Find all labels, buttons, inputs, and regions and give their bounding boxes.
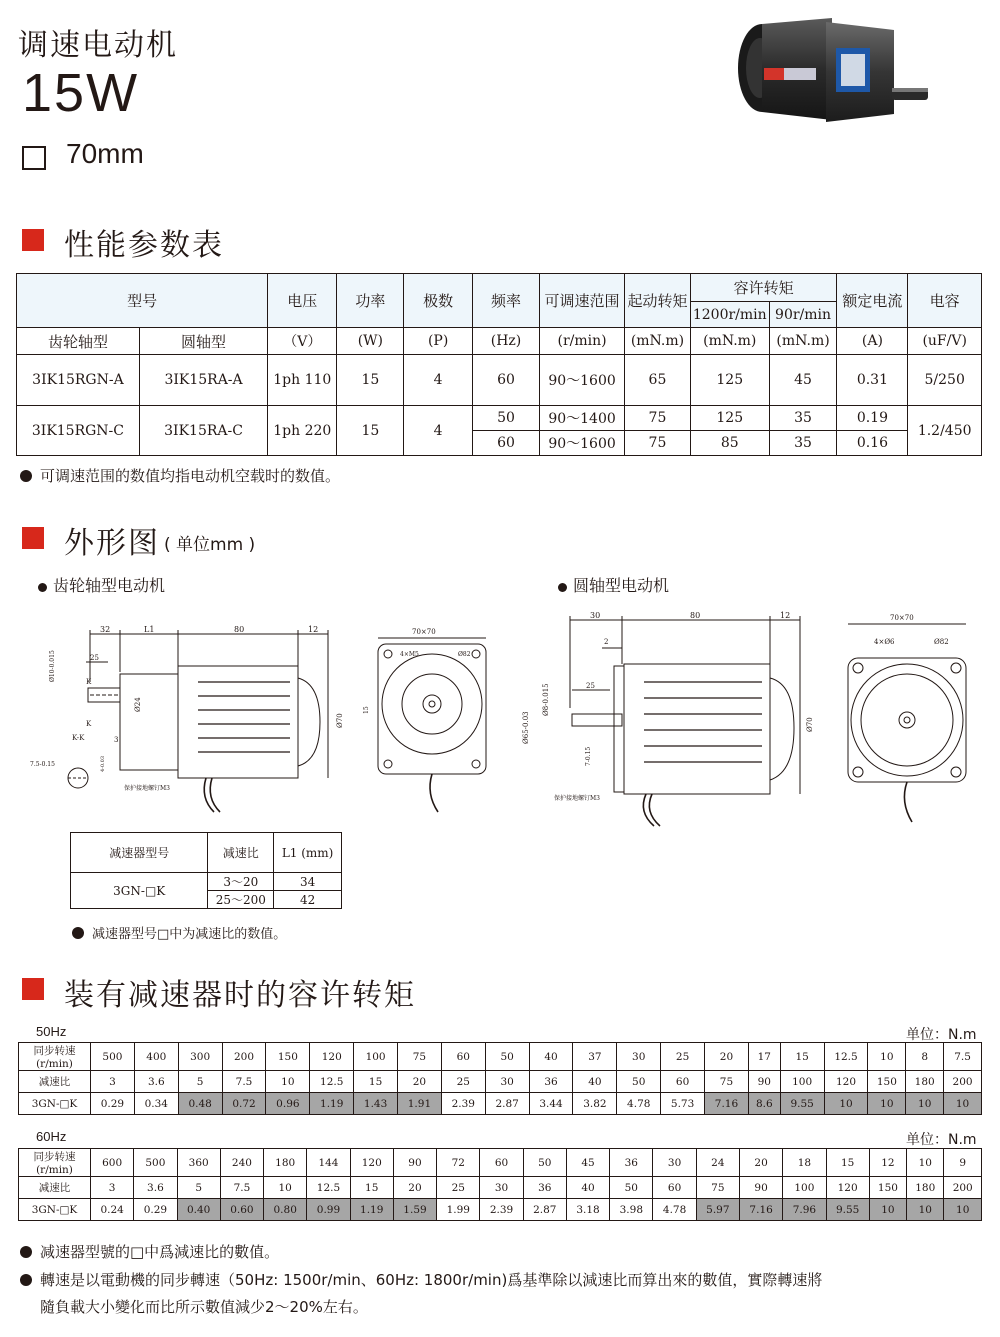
cell: 200	[944, 1071, 982, 1093]
section-marker	[22, 527, 44, 549]
cell: 35	[769, 431, 837, 456]
cell: 180	[907, 1177, 944, 1199]
unit-cell: （V）	[268, 328, 337, 355]
cell: 1ph 220	[268, 406, 337, 456]
header-l1: L1 (mm)	[274, 833, 342, 873]
row-label: 减速比	[19, 1177, 91, 1199]
cell: 200	[222, 1043, 266, 1071]
cell: 300	[178, 1043, 222, 1071]
cell: 7.96	[783, 1199, 826, 1221]
dim-phi70: Ø70	[336, 713, 344, 728]
header-start-torque: 起动转矩	[625, 274, 691, 328]
dim-25: 25	[90, 654, 99, 662]
cell: 10	[907, 1199, 944, 1221]
cell: 40	[566, 1177, 609, 1199]
cell: 0.96	[266, 1093, 310, 1115]
cell: 10	[906, 1093, 944, 1115]
freq-label-50hz: 50Hz	[36, 1024, 67, 1039]
cell: 0.24	[91, 1199, 134, 1221]
header-power: 功率	[337, 274, 404, 328]
cell: 150	[868, 1071, 906, 1093]
cell: 10	[907, 1149, 944, 1177]
freq-label-60hz: 60Hz	[36, 1129, 67, 1144]
dim-phi70: Ø70	[806, 717, 814, 732]
gear-drawing-label-text: 齿轮轴型电动机	[53, 576, 166, 595]
cell: 75	[398, 1043, 442, 1071]
cell: 3IK15RGN-A	[17, 355, 140, 406]
dim-12: 12	[780, 611, 791, 620]
cell: 0.60	[220, 1199, 263, 1221]
dim-phi10: Ø10-0.015	[49, 650, 56, 682]
cell: 0.19	[837, 406, 908, 431]
cell: 1.59	[393, 1199, 436, 1221]
unit-cell: (uF/V)	[908, 328, 982, 355]
cell: 15	[826, 1149, 869, 1177]
cell: 90～1400	[540, 406, 625, 431]
mount-holes-label: 4×Ø6	[874, 638, 895, 646]
unit-label-50hz: 单位：N.m	[906, 1027, 977, 1043]
cell: 0.29	[91, 1093, 135, 1115]
dim-7-5: 7.5-0.15	[30, 761, 55, 768]
dim-3: 3	[114, 736, 119, 744]
section-title-torque: 装有减速器时的容许转矩	[64, 978, 416, 1013]
perf-note-text: 可调速范围的数值均指电动机空载时的数值。	[40, 467, 341, 485]
header-90rpm: 90r/min	[769, 302, 837, 328]
frame-size: 70mm	[66, 138, 144, 169]
bullet-icon	[38, 583, 47, 592]
header-gear-type: 齿轮轴型	[17, 328, 140, 355]
cell: 600	[91, 1149, 134, 1177]
bullet-icon	[20, 1274, 32, 1286]
cell: 60	[653, 1177, 696, 1199]
table-row-speed	[19, 1149, 982, 1177]
dim-12: 12	[308, 625, 319, 634]
cell: 90～1600	[540, 431, 625, 456]
dim-25: 25	[586, 682, 595, 690]
dim-30: 30	[590, 611, 601, 620]
cell: 2.87	[485, 1093, 529, 1115]
cell: 360	[177, 1149, 220, 1177]
cell: 0.72	[222, 1093, 266, 1115]
cell: 10	[869, 1199, 906, 1221]
cell: 30	[480, 1177, 523, 1199]
cell: 180	[264, 1149, 307, 1177]
table-row-torque	[19, 1093, 982, 1115]
dim-phi8: Ø8-0.015	[542, 683, 550, 716]
cell: 15	[350, 1177, 393, 1199]
cell: 0.99	[307, 1199, 350, 1221]
cell: 50	[523, 1149, 566, 1177]
footer-note-2-text: 轉速是以電動機的同步轉速（50Hz: 1500r/min、60Hz: 1800r/min)爲基準除以減速比而算出來的數值，實際轉速將	[40, 1271, 823, 1289]
perf-note	[20, 465, 340, 486]
performance-table	[16, 273, 982, 456]
cell: 34	[274, 873, 342, 891]
header-voltage: 电压	[268, 274, 337, 328]
cell: 3IK15RGN-C	[17, 406, 140, 456]
square-frame-icon	[22, 146, 46, 170]
unit-cell: (Hz)	[472, 328, 539, 355]
cell: 75	[696, 1177, 739, 1199]
footer-note-1	[20, 1241, 279, 1262]
torque-table-50hz	[18, 1042, 982, 1115]
cell: 85	[690, 431, 769, 456]
ground-screw-note: 保护接地螺钉M3	[554, 795, 600, 802]
cell: 7.5	[220, 1177, 263, 1199]
header-current: 额定电流	[837, 274, 908, 328]
dim-32: 32	[100, 625, 111, 634]
cell: 5/250	[908, 355, 982, 406]
unit-cell: (r/min)	[540, 328, 625, 355]
power-rating: 15W	[22, 63, 140, 123]
cell: 3.6	[134, 1177, 177, 1199]
cell: 3IK15RA-C	[139, 406, 267, 456]
cell: 5	[177, 1177, 220, 1199]
cell: 120	[310, 1043, 354, 1071]
cell: 50	[617, 1071, 661, 1093]
cell: 25	[441, 1071, 485, 1093]
round-drawing-label-text: 圆轴型电动机	[573, 576, 670, 595]
cell: 15	[337, 406, 404, 456]
bullet-icon	[72, 927, 84, 939]
cell: 3.98	[610, 1199, 653, 1221]
bullet-icon	[20, 470, 32, 482]
cell: 1.19	[310, 1093, 354, 1115]
cell: 9	[944, 1149, 982, 1177]
cell: 36	[529, 1071, 573, 1093]
cell: 1.91	[398, 1093, 442, 1115]
cell: 37	[573, 1043, 617, 1071]
cell: 20	[739, 1149, 782, 1177]
cell: 180	[906, 1071, 944, 1093]
cell: 1.19	[350, 1199, 393, 1221]
unit-cell: (A)	[837, 328, 908, 355]
k-label-top: K	[86, 678, 92, 686]
header-allowable-torque: 容许转矩	[690, 274, 837, 302]
cell: 200	[944, 1177, 982, 1199]
cell: 100	[783, 1177, 826, 1199]
cell: 12.5	[310, 1071, 354, 1093]
table-row-ratio	[19, 1177, 982, 1199]
cell: 7.5	[944, 1043, 982, 1071]
cell: 42	[274, 891, 342, 909]
torque-table-60hz	[18, 1148, 982, 1221]
header-model: 型号	[17, 274, 268, 328]
cell: 15	[337, 355, 404, 406]
k-label-bottom: K	[86, 720, 92, 728]
cell: 3	[91, 1177, 134, 1199]
dim-phi24: Ø24	[134, 697, 142, 712]
cell: 10	[944, 1093, 982, 1115]
cell: 2.87	[523, 1199, 566, 1221]
cell: 17	[748, 1043, 780, 1071]
cell: 90	[748, 1071, 780, 1093]
cell: 90	[739, 1177, 782, 1199]
cell: 0.34	[134, 1093, 178, 1115]
section-title-outline: 外形图	[64, 526, 160, 561]
cell: 2.39	[441, 1093, 485, 1115]
cell: 60	[661, 1071, 705, 1093]
cell: 20	[393, 1177, 436, 1199]
bullet-icon	[20, 1246, 32, 1258]
section-marker	[22, 229, 44, 251]
footer-note-3: 隨負載大小變化而比所示數值減少2～20%左右。	[40, 1298, 368, 1316]
cell: 50	[485, 1043, 529, 1071]
reducer-note-text: 减速器型号□中为减速比的数值。	[92, 927, 287, 942]
cell: 7.16	[705, 1093, 749, 1115]
cell: 5.73	[661, 1093, 705, 1115]
cell: 40	[573, 1071, 617, 1093]
cell: 8	[906, 1043, 944, 1071]
header-poles: 极数	[404, 274, 473, 328]
cell: 120	[826, 1177, 869, 1199]
cell: 500	[134, 1149, 177, 1177]
product-title: 调速电动机	[18, 28, 178, 63]
header-frequency: 频率	[472, 274, 539, 328]
cell: 90	[393, 1149, 436, 1177]
cell: 12.5	[307, 1177, 350, 1199]
dim-7: 7-0.15	[585, 746, 592, 766]
kk-label: K-K	[72, 734, 85, 742]
gear-drawing-label	[38, 573, 165, 596]
cell: 3	[91, 1071, 135, 1093]
cell: 100	[780, 1071, 824, 1093]
cell: 45	[769, 355, 837, 406]
cell: 36	[523, 1177, 566, 1199]
row-label: 3GN-□K	[19, 1199, 91, 1221]
cell: 3IK15RA-A	[139, 355, 267, 406]
cell: 3.44	[529, 1093, 573, 1115]
cell: 15	[354, 1071, 398, 1093]
cell: 0.29	[134, 1199, 177, 1221]
dim-70x70: 70×70	[890, 614, 914, 622]
table-row-speed	[19, 1043, 982, 1071]
round-drawing-label	[558, 573, 669, 596]
mount-holes-label: 4×M5	[400, 651, 419, 658]
unit-label-60hz: 单位：N.m	[906, 1132, 977, 1148]
cell: 18	[783, 1149, 826, 1177]
header-reducer-model: 减速器型号	[71, 833, 208, 873]
dim-15: 15	[363, 706, 370, 714]
cell: 30	[485, 1071, 529, 1093]
cell: 20	[398, 1071, 442, 1093]
cell: 65	[625, 355, 691, 406]
cell: 30	[653, 1149, 696, 1177]
cell: 5	[178, 1071, 222, 1093]
dim-l1: L1	[144, 625, 155, 634]
outline-unit: ( 单位mm )	[164, 535, 256, 555]
cell: 3GN-□K	[71, 873, 208, 909]
cell: 8.6	[748, 1093, 780, 1115]
dim-80: 80	[690, 611, 701, 620]
header-round-type: 圆轴型	[139, 328, 267, 355]
cell: 15	[780, 1043, 824, 1071]
cell: 120	[824, 1071, 868, 1093]
cell: 30	[617, 1043, 661, 1071]
footer-note-1-text: 减速器型號的□中爲減速比的數值。	[40, 1243, 280, 1261]
dim-phi82: Ø82	[934, 638, 949, 646]
dim-phi65: Ø65-0.03	[522, 711, 530, 744]
dim-80: 80	[234, 625, 245, 634]
round-shaft-drawing	[514, 608, 984, 828]
cell: 40	[529, 1043, 573, 1071]
cell: 50	[472, 406, 539, 431]
section-marker	[22, 978, 44, 1000]
dim-70x70: 70×70	[412, 628, 436, 636]
cell: 10	[868, 1093, 906, 1115]
cell: 9.55	[826, 1199, 869, 1221]
cell: 150	[869, 1177, 906, 1199]
cell: 60	[472, 355, 539, 406]
cell: 2.39	[480, 1199, 523, 1221]
cell: 12.5	[824, 1043, 868, 1071]
footer-note-2	[20, 1269, 822, 1290]
bullet-icon	[558, 583, 567, 592]
cell: 4	[404, 355, 473, 406]
cell: 0.40	[177, 1199, 220, 1221]
cell: 1ph 110	[268, 355, 337, 406]
cell: 75	[625, 406, 691, 431]
cell: 20	[705, 1043, 749, 1071]
dim-2: 2	[604, 638, 609, 646]
cell: 1.99	[437, 1199, 480, 1221]
cell: 400	[134, 1043, 178, 1071]
unit-cell: (P)	[404, 328, 473, 355]
cell: 72	[437, 1149, 480, 1177]
cell: 3～20	[208, 873, 274, 891]
cell: 75	[625, 431, 691, 456]
cell: 75	[705, 1071, 749, 1093]
cell: 10	[944, 1199, 982, 1221]
ground-screw-note: 保护接地螺钉M3	[124, 785, 170, 792]
cell: 50	[610, 1177, 653, 1199]
cell: 9.55	[780, 1093, 824, 1115]
motor-photo	[736, 8, 932, 136]
cell: 60	[472, 431, 539, 456]
section-title-performance: 性能参数表	[64, 228, 224, 263]
cell: 10	[824, 1093, 868, 1115]
unit-cell: (mN.m)	[769, 328, 837, 355]
cell: 0.31	[837, 355, 908, 406]
reducer-table	[70, 832, 342, 909]
cell: 125	[690, 355, 769, 406]
cell: 3.82	[573, 1093, 617, 1115]
cell: 100	[354, 1043, 398, 1071]
cell: 10	[264, 1177, 307, 1199]
cell: 10	[266, 1071, 310, 1093]
reducer-note	[72, 923, 286, 942]
cell: 4.78	[653, 1199, 696, 1221]
cell: 144	[307, 1149, 350, 1177]
cell: 12	[869, 1149, 906, 1177]
header-speed-range: 可调速范围	[540, 274, 625, 328]
table-row-ratio	[19, 1071, 982, 1093]
cell: 10	[868, 1043, 906, 1071]
cell: 0.80	[264, 1199, 307, 1221]
cell: 60	[441, 1043, 485, 1071]
cell: 5.97	[696, 1199, 739, 1221]
gear-shaft-drawing	[28, 622, 498, 814]
table-row	[17, 406, 982, 431]
table-row	[17, 355, 982, 406]
unit-cell: (mN.m)	[690, 328, 769, 355]
cell: 25	[437, 1177, 480, 1199]
cell: 1.2/450	[908, 406, 982, 456]
header-ratio: 减速比	[208, 833, 274, 873]
row-label: 3GN-□K	[19, 1093, 91, 1115]
cell: 3.6	[134, 1071, 178, 1093]
cell: 0.48	[178, 1093, 222, 1115]
cell: 150	[266, 1043, 310, 1071]
cell: 0.16	[837, 431, 908, 456]
row-label: 同步转速(r/min)	[19, 1043, 91, 1071]
cell: 36	[610, 1149, 653, 1177]
cell: 4.78	[617, 1093, 661, 1115]
dim-4: 4-0.03	[100, 755, 106, 772]
cell: 120	[350, 1149, 393, 1177]
cell: 7.16	[739, 1199, 782, 1221]
cell: 90～1600	[540, 355, 625, 406]
header-1200rpm: 1200r/min	[690, 302, 769, 328]
unit-cell: (W)	[337, 328, 404, 355]
cell: 125	[690, 406, 769, 431]
row-label: 减速比	[19, 1071, 91, 1093]
cell: 24	[696, 1149, 739, 1177]
cell: 500	[91, 1043, 135, 1071]
cell: 25～200	[208, 891, 274, 909]
header-capacitor: 电容	[908, 274, 982, 328]
cell: 25	[661, 1043, 705, 1071]
cell: 3.18	[566, 1199, 609, 1221]
table-row-torque	[19, 1199, 982, 1221]
cell: 7.5	[222, 1071, 266, 1093]
cell: 45	[566, 1149, 609, 1177]
row-label: 同步转速(r/min)	[19, 1149, 91, 1177]
unit-cell: (mN.m)	[625, 328, 691, 355]
cell: 35	[769, 406, 837, 431]
cell: 60	[480, 1149, 523, 1177]
cell: 1.43	[354, 1093, 398, 1115]
cell: 4	[404, 406, 473, 456]
cell: 240	[220, 1149, 263, 1177]
dim-phi82: Ø82	[458, 651, 471, 658]
